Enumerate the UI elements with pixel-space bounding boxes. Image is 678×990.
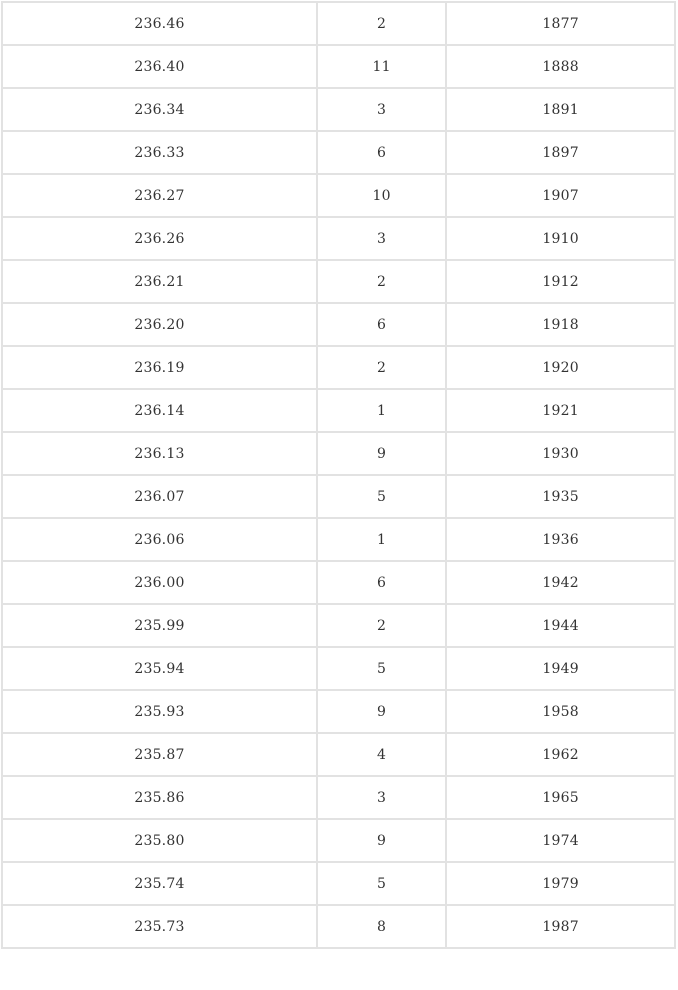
count-cell: 3 [317, 776, 446, 819]
count-cell: 3 [317, 217, 446, 260]
count-cell: 9 [317, 819, 446, 862]
cumulative-cell: 1897 [446, 131, 675, 174]
value-cell: 236.40 [2, 45, 317, 88]
count-cell: 2 [317, 346, 446, 389]
value-cell: 235.99 [2, 604, 317, 647]
value-cell: 236.13 [2, 432, 317, 475]
value-cell: 236.00 [2, 561, 317, 604]
cumulative-cell: 1907 [446, 174, 675, 217]
table-row [2, 604, 675, 647]
cumulative-cell: 1974 [446, 819, 675, 862]
cumulative-cell: 1888 [446, 45, 675, 88]
cumulative-cell: 1877 [446, 2, 675, 45]
cumulative-cell: 1962 [446, 733, 675, 776]
table-row [2, 174, 675, 217]
count-cell: 10 [317, 174, 446, 217]
count-cell: 5 [317, 475, 446, 518]
count-cell: 9 [317, 690, 446, 733]
value-cell: 235.74 [2, 862, 317, 905]
value-cell: 236.46 [2, 2, 317, 45]
table-row [2, 389, 675, 432]
table-row [2, 88, 675, 131]
value-cell: 236.07 [2, 475, 317, 518]
cumulative-cell: 1936 [446, 518, 675, 561]
count-cell: 6 [317, 561, 446, 604]
count-cell: 11 [317, 45, 446, 88]
count-cell: 6 [317, 131, 446, 174]
value-cell: 236.14 [2, 389, 317, 432]
table-row [2, 260, 675, 303]
count-cell: 6 [317, 303, 446, 346]
cumulative-cell: 1944 [446, 604, 675, 647]
value-cell: 235.93 [2, 690, 317, 733]
value-cell: 236.27 [2, 174, 317, 217]
cumulative-cell: 1921 [446, 389, 675, 432]
table-row [2, 561, 675, 604]
count-cell: 5 [317, 647, 446, 690]
table-row [2, 131, 675, 174]
value-cell: 235.94 [2, 647, 317, 690]
table-row [2, 2, 675, 45]
table-row [2, 346, 675, 389]
table-row [2, 432, 675, 475]
table-row [2, 905, 675, 948]
cumulative-cell: 1949 [446, 647, 675, 690]
table-row [2, 518, 675, 561]
cumulative-cell: 1935 [446, 475, 675, 518]
table-row [2, 303, 675, 346]
data-table [1, 1, 676, 949]
table-row [2, 819, 675, 862]
cumulative-cell: 1920 [446, 346, 675, 389]
cumulative-cell: 1930 [446, 432, 675, 475]
count-cell: 2 [317, 2, 446, 45]
count-cell: 5 [317, 862, 446, 905]
value-cell: 235.80 [2, 819, 317, 862]
count-cell: 3 [317, 88, 446, 131]
value-cell: 236.19 [2, 346, 317, 389]
table-row [2, 733, 675, 776]
count-cell: 1 [317, 389, 446, 432]
value-cell: 236.20 [2, 303, 317, 346]
value-cell: 235.86 [2, 776, 317, 819]
value-cell: 236.21 [2, 260, 317, 303]
cumulative-cell: 1910 [446, 217, 675, 260]
count-cell: 1 [317, 518, 446, 561]
cumulative-cell: 1918 [446, 303, 675, 346]
count-cell: 4 [317, 733, 446, 776]
cumulative-cell: 1965 [446, 776, 675, 819]
table-row [2, 647, 675, 690]
cumulative-cell: 1958 [446, 690, 675, 733]
count-cell: 2 [317, 260, 446, 303]
table-row [2, 217, 675, 260]
cumulative-cell: 1891 [446, 88, 675, 131]
value-cell: 236.26 [2, 217, 317, 260]
cumulative-cell: 1979 [446, 862, 675, 905]
count-cell: 2 [317, 604, 446, 647]
table-body [2, 2, 675, 948]
cumulative-cell: 1987 [446, 905, 675, 948]
table-row [2, 862, 675, 905]
value-cell: 235.73 [2, 905, 317, 948]
cumulative-cell: 1942 [446, 561, 675, 604]
table-row [2, 475, 675, 518]
value-cell: 236.06 [2, 518, 317, 561]
count-cell: 9 [317, 432, 446, 475]
table-row [2, 690, 675, 733]
count-cell: 8 [317, 905, 446, 948]
cumulative-cell: 1912 [446, 260, 675, 303]
value-cell: 236.33 [2, 131, 317, 174]
value-cell: 236.34 [2, 88, 317, 131]
table-row [2, 45, 675, 88]
value-cell: 235.87 [2, 733, 317, 776]
table-row [2, 776, 675, 819]
